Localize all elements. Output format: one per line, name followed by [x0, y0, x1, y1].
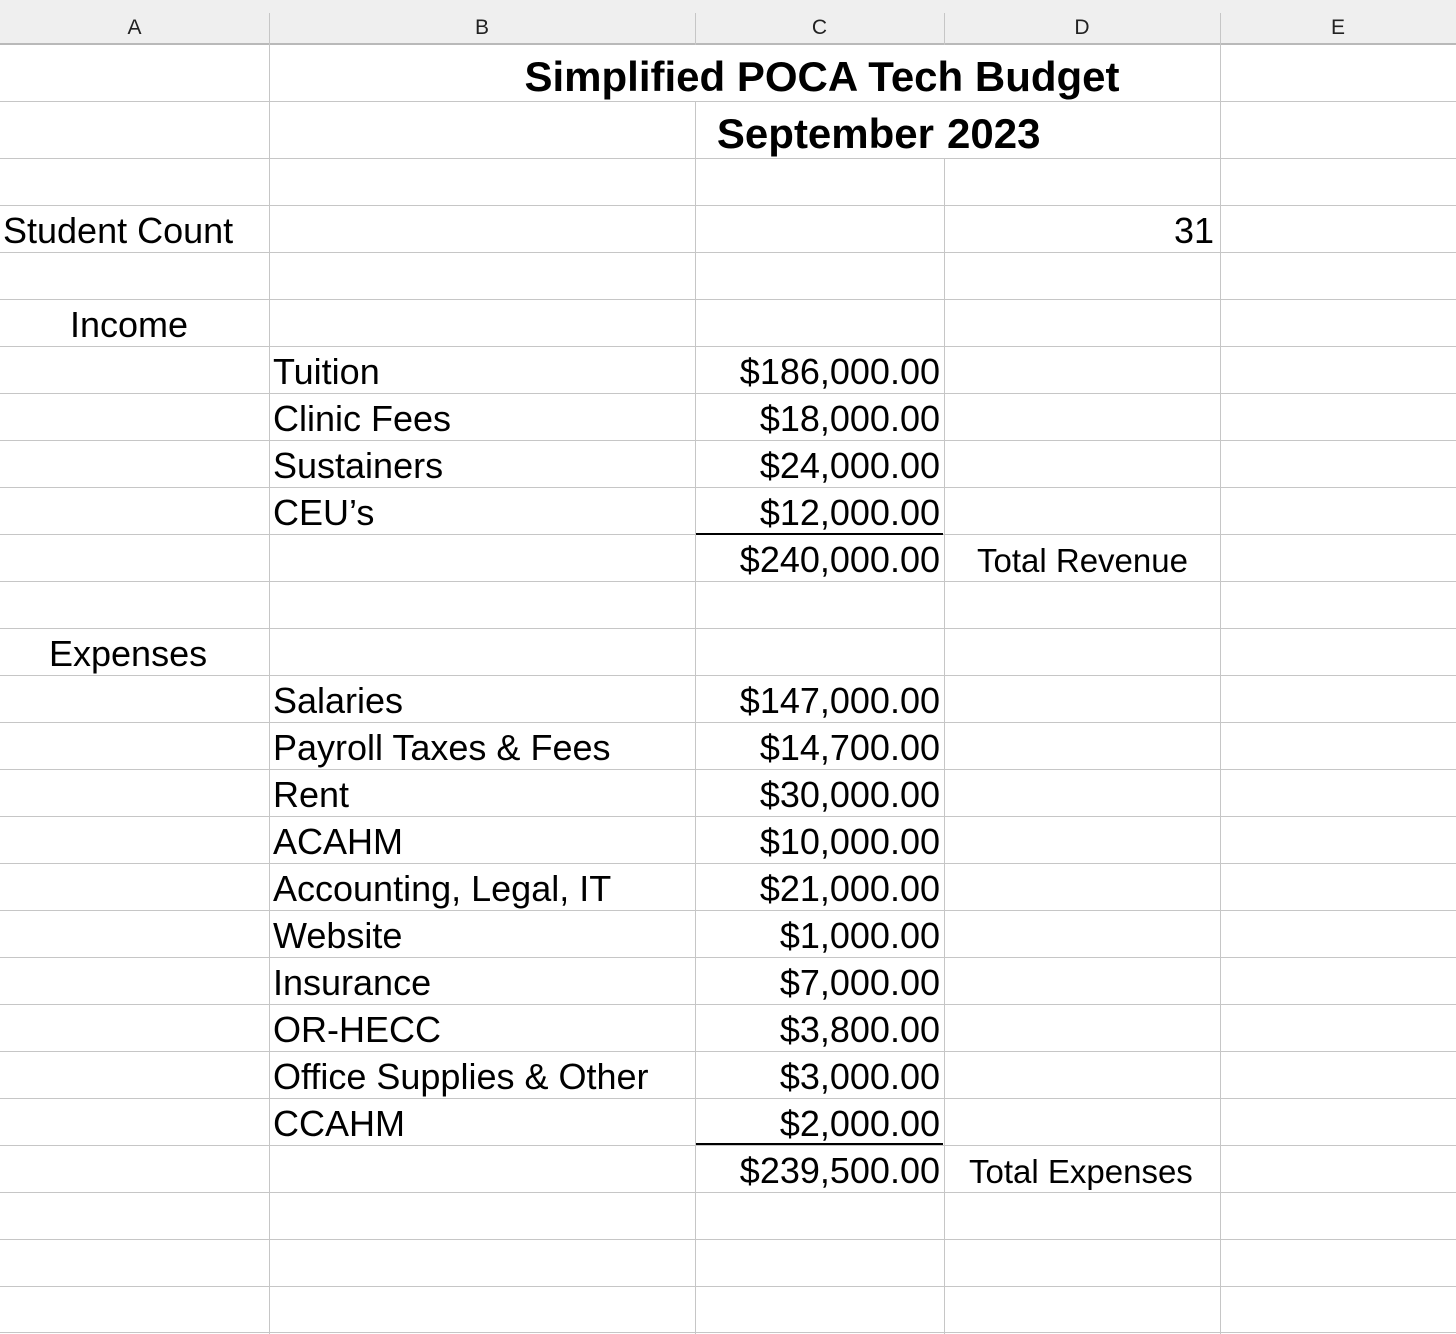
grid-line-row — [0, 628, 1456, 629]
expenses-subtotal-border — [696, 1143, 943, 1145]
student-count-label[interactable]: Student Count — [3, 210, 234, 251]
column-header-d[interactable]: D — [1074, 16, 1090, 39]
column-header-e[interactable]: E — [1330, 16, 1345, 39]
grid-line-row — [0, 816, 1456, 817]
expense-item-amount[interactable]: $1,000.00 — [779, 915, 940, 956]
income-total-amount[interactable]: $240,000.00 — [739, 539, 940, 580]
expense-item-amount[interactable]: $147,000.00 — [739, 680, 940, 721]
expense-item-name[interactable]: Accounting, Legal, IT — [273, 868, 612, 909]
grid-line-row — [0, 252, 1456, 253]
grid-line-row — [0, 1004, 1456, 1005]
sheet-subtitle-year[interactable]: 2023 — [947, 110, 1041, 157]
expenses-total-amount[interactable]: $239,500.00 — [739, 1150, 940, 1191]
grid-line-row — [0, 863, 1456, 864]
grid-line-row — [0, 1332, 1456, 1333]
expense-item-amount[interactable]: $21,000.00 — [759, 868, 940, 909]
expenses-section-label[interactable]: Expenses — [49, 633, 208, 674]
grid-line-col-e — [1220, 13, 1221, 1334]
income-item-amount[interactable]: $18,000.00 — [759, 398, 940, 439]
grid-line-row — [0, 158, 1456, 159]
income-total-label[interactable]: Total Revenue — [977, 542, 1188, 579]
income-subtotal-border — [696, 533, 943, 535]
expense-item-amount[interactable]: $7,000.00 — [779, 962, 940, 1003]
expenses-total-label[interactable]: Total Expenses — [969, 1153, 1193, 1190]
sheet-subtitle-month[interactable]: September — [716, 110, 934, 157]
expense-item-name[interactable]: Salaries — [273, 680, 404, 721]
income-item-amount[interactable]: $12,000.00 — [759, 492, 940, 533]
grid-line-row — [0, 346, 1456, 347]
grid-line-row — [0, 299, 1456, 300]
grid-line-row — [0, 1239, 1456, 1240]
expense-item-amount[interactable]: $2,000.00 — [779, 1103, 940, 1144]
income-section-label[interactable]: Income — [70, 304, 189, 345]
expense-item-amount[interactable]: $3,800.00 — [779, 1009, 940, 1050]
grid-line-row — [0, 393, 1456, 394]
grid-line-row — [0, 722, 1456, 723]
grid-line-row — [0, 957, 1456, 958]
expense-item-name[interactable]: Website — [273, 915, 403, 956]
expense-item-name[interactable]: Insurance — [273, 962, 432, 1003]
income-item-name[interactable]: Clinic Fees — [273, 398, 452, 439]
column-header-row — [0, 0, 1456, 45]
expense-item-amount[interactable]: $3,000.00 — [779, 1056, 940, 1097]
grid-line-row — [0, 1051, 1456, 1052]
income-item-name[interactable]: CEU’s — [273, 492, 375, 533]
grid-line-col-d-header — [944, 13, 945, 45]
expense-item-name[interactable]: Payroll Taxes & Fees — [273, 727, 611, 768]
income-item-name[interactable]: Tuition — [273, 351, 380, 392]
income-item-name[interactable]: Sustainers — [273, 445, 444, 486]
grid-line-row — [0, 1098, 1456, 1099]
income-item-amount[interactable]: $24,000.00 — [759, 445, 940, 486]
grid-line-row — [0, 101, 1456, 102]
column-header-c[interactable]: C — [811, 16, 828, 39]
grid-line-row — [0, 581, 1456, 582]
column-header-b[interactable]: B — [474, 16, 489, 39]
grid-line-col-b — [269, 13, 270, 1334]
expense-item-amount[interactable]: $10,000.00 — [759, 821, 940, 862]
expense-item-name[interactable]: CCAHM — [273, 1103, 405, 1144]
grid-line-row — [0, 487, 1456, 488]
grid-line-col-c-header — [695, 13, 696, 45]
grid-line-row — [0, 1145, 1456, 1146]
grid-line-row — [0, 205, 1456, 206]
income-item-amount[interactable]: $186,000.00 — [739, 351, 940, 392]
expense-item-amount[interactable]: $30,000.00 — [759, 774, 940, 815]
grid-line-row — [0, 769, 1456, 770]
student-count-value[interactable]: 31 — [1173, 210, 1214, 251]
sheet-title[interactable]: Simplified POCA Tech Budget — [500, 56, 1144, 98]
grid-line-col-d — [944, 158, 945, 1334]
column-header-a[interactable]: A — [127, 16, 142, 39]
expense-item-name[interactable]: Office Supplies & Other — [273, 1056, 649, 1097]
grid-line-row — [0, 1192, 1456, 1193]
grid-line-row — [0, 440, 1456, 441]
expense-item-name[interactable]: Rent — [273, 774, 350, 815]
expense-item-name[interactable]: OR-HECC — [273, 1009, 441, 1050]
grid-line-row — [0, 675, 1456, 676]
grid-line-row — [0, 1286, 1456, 1287]
expense-item-name[interactable]: ACAHM — [273, 821, 404, 862]
expense-item-amount[interactable]: $14,700.00 — [759, 727, 940, 768]
grid-line-row — [0, 910, 1456, 911]
